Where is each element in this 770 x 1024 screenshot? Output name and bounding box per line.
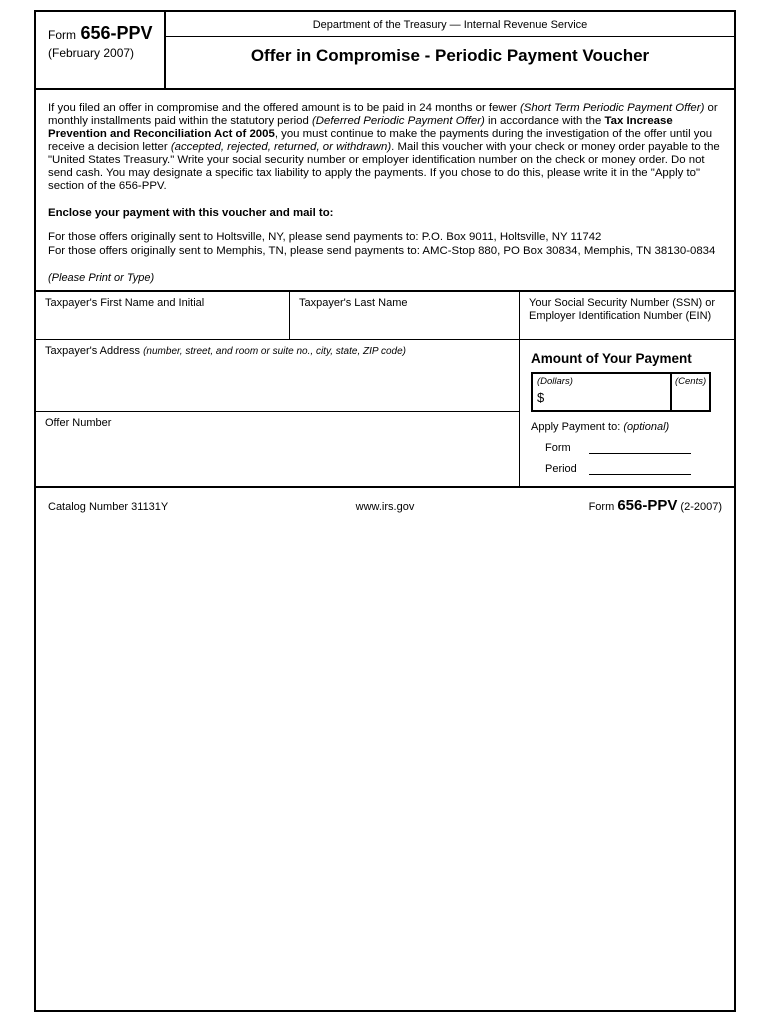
footer-form-id [502,497,722,514]
instructions-section [36,102,734,284]
last-name-cell[interactable] [290,292,520,339]
form-title: Offer in Compromise - Periodic Payment Voucher [250,46,650,65]
form-number-line [48,23,158,44]
offer-number-cell[interactable] [36,412,519,486]
instruction-segment: If you filed an offer in compromise and the offered amount is to be paid in 24 months or fewer [48,102,520,114]
footer-form-label: Form [588,501,618,513]
instruction-segment: . Mail this voucher with your check or money order payable to the "United States Treasury." Write your social security number or employer identification number on the check or money order. Do not send cash. You may designate a specific tax liability to apply the payments. If you chose to do this, please write it in the "Apply to" section of the 656-PPV. [48,141,720,192]
ssn-ein-label: Your Social Security Number (SSN) or Employer Identification Number (EIN) [529,297,716,322]
website-text: www.irs.gov [355,501,415,513]
offer-number-label: Offer Number [45,417,112,429]
mailing-addresses [48,231,722,258]
footer-form-revision: (2-2007) [677,501,722,513]
instruction-segment: (Short Term Periodic Payment Offer) [519,102,705,114]
apply-form-row [520,441,734,454]
mail-line-memphis: For those offers originally sent to Memphis, TN, please send payments to: AMC-Stop 880, PO Box 30834, Memphis, TN 38130-0834 [48,244,716,257]
agency-line: Department of the Treasury — Internal Revenue Service [166,12,734,37]
last-name-label: Taxpayer's Last Name [299,297,408,309]
instruction-segment: , you must continue to make the payments during the investigation of the offer until you receive a decision letter [48,128,713,153]
apply-form-label: Form [545,442,571,454]
mail-line-holtsville: For those offers originally sent to Holtsville, NY, please send payments to: P.O. Box 9011, Holtsville, NY 11742 [48,231,602,243]
apply-period-row [520,462,734,475]
dollars-label: (Dollars) [537,376,573,387]
catalog-number: Catalog Number 31131Y [48,501,169,513]
form-word: Form [48,28,76,42]
dollar-sign: $ [537,390,545,405]
instruction-segment: in accordance with the [484,115,605,127]
name-row [36,292,734,340]
lower-rows [36,340,734,486]
form-page [34,10,736,1012]
address-cell[interactable] [36,340,519,412]
instruction-segment: or monthly installments paid within the statutory period [48,102,718,127]
instructions-paragraph [48,102,722,193]
ssn-ein-cell[interactable] [520,292,734,339]
apply-form-input[interactable] [589,441,691,454]
header-title-area [166,12,734,88]
payment-cents-field[interactable] [672,374,709,410]
footer-form-number: 656-PPV [617,497,678,514]
instruction-segment: (accepted, rejected, returned, or withdrawn) [170,141,392,153]
cents-label: (Cents) [675,376,707,387]
form-number-box [36,12,166,88]
print-or-type-note: (Please Print or Type) [48,272,155,284]
apply-optional-note: (optional) [623,421,670,433]
address-label: Taxpayer's Address [45,345,144,357]
amount-title: Amount of Your Payment [531,351,692,366]
payment-dollars-field[interactable] [533,374,672,410]
left-column [36,340,520,486]
first-name-label: Taxpayer's First Name and Initial [45,297,205,309]
apply-payment-section [520,412,734,433]
apply-period-label: Period [545,463,577,475]
apply-period-input[interactable] [589,462,691,475]
payment-column [520,340,734,486]
form-revision: (February 2007) [48,46,135,60]
form-header [36,12,734,90]
instruction-segment: Tax Increase Prevention and Reconciliation Act of 2005 [48,115,673,140]
first-name-cell[interactable] [36,292,290,339]
apply-payment-label: Apply Payment to: [531,421,624,433]
form-number: 656-PPV [80,23,153,43]
instruction-segment: (Deferred Periodic Payment Offer) [312,115,485,127]
address-note: (number, street, and room or suite no., city, state, ZIP code) [143,346,406,357]
fields-table [36,290,734,488]
payment-amount-box [531,372,711,412]
form-footer [36,488,734,514]
enclose-heading: Enclose your payment with this voucher and mail to: [48,207,334,219]
